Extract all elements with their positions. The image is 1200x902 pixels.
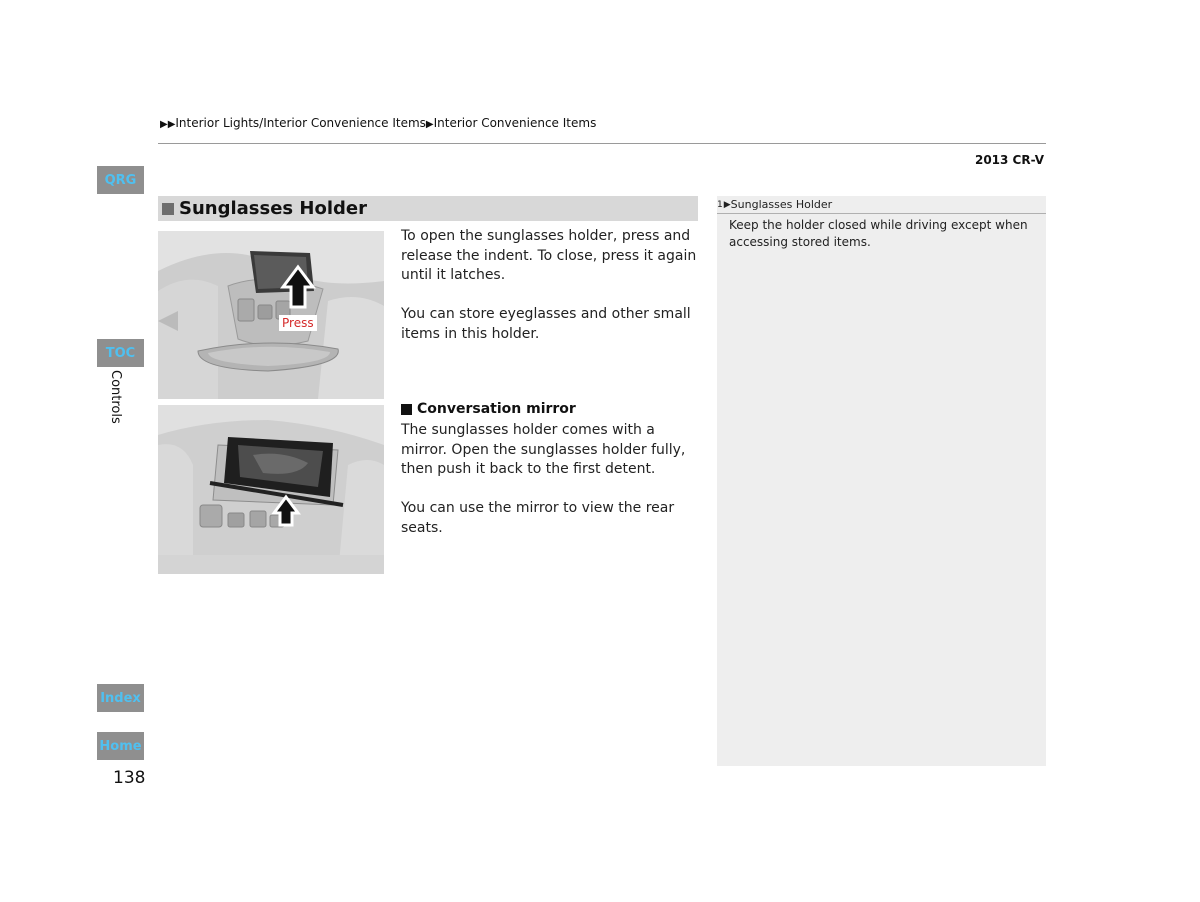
page-number: 138 xyxy=(113,768,146,788)
breadcrumb-arrow-icon: ▶▶ xyxy=(160,119,176,130)
section-title: Sunglasses Holder xyxy=(179,198,367,219)
section-heading xyxy=(158,196,698,221)
header-divider xyxy=(158,143,1046,144)
model-label: 2013 CR-V xyxy=(974,153,1044,167)
heading-square-icon xyxy=(162,203,174,215)
instruction-storage: You can store eyeglasses and other small items in this holder. xyxy=(401,306,691,342)
instruction-rear-view: You can use the mirror to view the rear seats. xyxy=(401,500,675,536)
note-reference-icon: 1 xyxy=(717,199,723,210)
side-note-panel xyxy=(717,196,1046,766)
instruction-mirror: The sunglasses holder comes with a mirror. Open the sunglasses holder fully, then push it back to the first detent. xyxy=(401,422,686,477)
breadcrumb-item[interactable]: Interior Lights/Interior Convenience Items xyxy=(175,116,426,130)
breadcrumb-arrow-icon: ▶ xyxy=(425,119,434,130)
conversation-mirror-illustration xyxy=(158,405,384,574)
breadcrumb-item[interactable]: Interior Convenience Items xyxy=(433,116,597,130)
instruction-open-close: To open the sunglasses holder, press and release the indent. To close, press it again until it latches. xyxy=(401,228,697,283)
side-note-heading xyxy=(717,196,1046,214)
side-note-title: Sunglasses Holder xyxy=(730,198,833,211)
nav-tab-home[interactable]: Home xyxy=(97,732,144,760)
note-arrow-icon: ▶ xyxy=(723,199,731,210)
nav-tab-index[interactable]: Index xyxy=(97,684,144,712)
sunglasses-holder-open-illustration xyxy=(158,231,384,399)
side-note-text: Keep the holder closed while driving except when accessing stored items. xyxy=(729,218,1028,249)
nav-tab-qrg[interactable]: QRG xyxy=(97,166,144,194)
subheading-square-icon xyxy=(401,404,412,415)
subheading-text: Conversation mirror xyxy=(417,401,576,417)
press-callout-label: Press xyxy=(279,315,317,331)
breadcrumb xyxy=(160,116,596,130)
subheading-conversation-mirror xyxy=(401,401,576,417)
chapter-side-label: Controls xyxy=(108,370,123,424)
nav-tab-toc[interactable]: TOC xyxy=(97,339,144,367)
